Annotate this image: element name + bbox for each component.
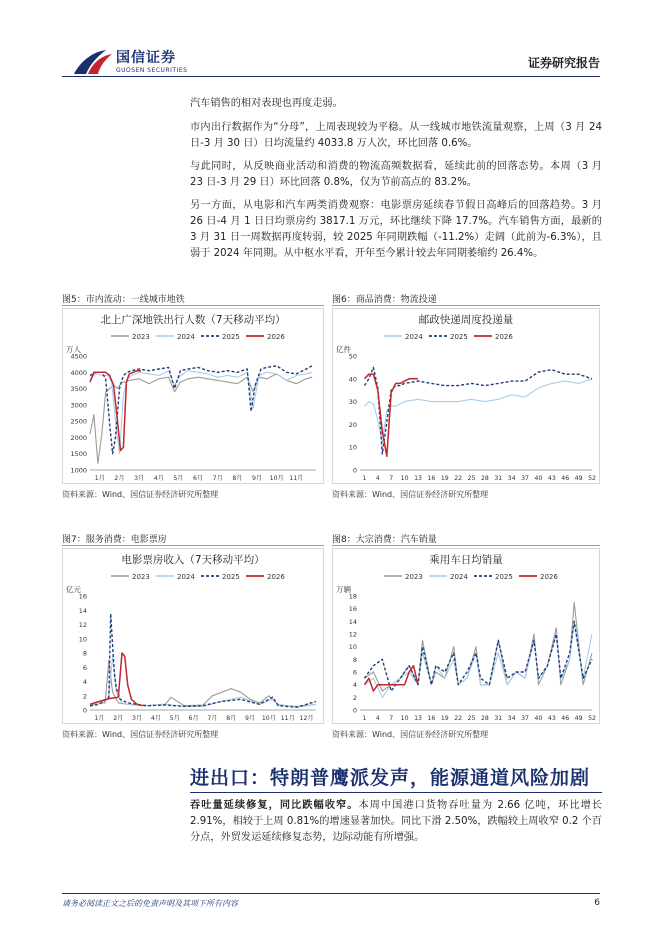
x-tick-label: 10 [400, 475, 409, 482]
section-body: 本周中国港口货物吞吐量为 2.66 亿吨，环比增长 2.91%，相较于上周 0.81%的增速显著加快。同比下滑 2.50%，跌幅较上周收窄 0.2 个百分点，外贸发运延续修复态势，边际动能有所增强。 [190, 800, 602, 843]
section-title: 进出口：特朗普鹰派发声，能源通道风险加剧 [190, 767, 591, 789]
box-office-chart [62, 548, 324, 724]
y-tick-label: 20 [348, 420, 357, 429]
y-tick-label: 14 [348, 617, 357, 626]
series-line-2023 [90, 374, 312, 464]
y-unit-label: 万人 [66, 345, 81, 354]
y-tick-label: 1000 [70, 466, 87, 475]
x-tick-label: 6月 [193, 475, 204, 482]
x-tick-label: 8月 [226, 715, 237, 722]
x-tick-label: 1 [362, 475, 367, 482]
y-tick-label: 50 [348, 352, 357, 361]
auto-sales-chart [332, 548, 600, 724]
x-tick-label: 37 [521, 475, 530, 482]
legend-label-2025: 2025 [450, 333, 468, 341]
figure-8-title: 图8：大宗消费：汽车销量 [332, 535, 437, 545]
x-tick-label: 16 [427, 715, 436, 722]
y-unit-label: 万辆 [336, 585, 351, 594]
x-tick-label: 10月 [269, 475, 284, 482]
legend-label-2026: 2026 [267, 333, 285, 341]
x-tick-label: 9月 [245, 715, 256, 722]
x-tick-label: 22 [454, 715, 463, 722]
y-tick-label: 3000 [70, 401, 87, 410]
y-tick-label: 6 [82, 663, 87, 672]
x-tick-label: 4月 [150, 715, 161, 722]
chart-title: 乘用车日均销量 [429, 554, 503, 566]
y-tick-label: 2 [352, 693, 357, 702]
x-tick-label: 31 [494, 475, 503, 482]
paragraph-3: 与此同时，从反映商业活动和消费的物流高频数据看，延续此前的回落态势。本周（3 月 23 日-3 月 29 日）环比回落 0.8%，仅为节前高点的 83.2%。 [190, 161, 602, 188]
legend-label-2024: 2024 [177, 333, 195, 341]
x-tick-label: 13 [414, 475, 422, 482]
figure-7-rule [62, 545, 324, 546]
y-tick-label: 4 [82, 678, 87, 686]
y-tick-label: 2000 [70, 433, 87, 442]
y-tick-label: 8 [82, 649, 87, 658]
x-tick-label: 5月 [173, 475, 184, 482]
x-tick-label: 34 [507, 715, 516, 722]
y-tick-label: 40 [348, 375, 357, 384]
x-tick-label: 7 [389, 475, 394, 482]
y-tick-label: 4000 [70, 368, 87, 377]
y-tick-label: 0 [82, 706, 87, 715]
x-tick-label: 12月 [299, 715, 314, 722]
y-tick-label: 10 [348, 443, 357, 452]
logo-text-en: GUOSEN SECURITIES [116, 67, 188, 74]
series-line-2026 [365, 374, 419, 456]
series-line-2024 [90, 657, 316, 708]
x-tick-label: 34 [507, 475, 516, 482]
x-tick-label: 31 [494, 715, 503, 722]
section-paragraph [190, 798, 602, 846]
x-tick-label: 1月 [94, 475, 105, 482]
x-tick-label: 4 [375, 475, 380, 482]
figure-6-rule [332, 305, 600, 306]
legend-label-2026: 2026 [540, 573, 558, 581]
figure-8-source: 资料来源：Wind、国信证券经济研究所整理 [332, 730, 489, 739]
paragraph-2: 市内出行数据作为“分母”，上周表现较为平稳。从一线城市地铁流量观察，上周（3 月 24 日-3 月 30 日）日均流量约 4033.8 万人次，环比回落 0.6%。 [190, 122, 602, 149]
x-tick-label: 40 [534, 475, 543, 482]
page-number: 6 [594, 898, 600, 908]
section-divider [190, 792, 602, 793]
x-tick-label: 1 [362, 715, 367, 722]
x-tick-label: 4 [375, 715, 380, 722]
y-tick-label: 4 [352, 681, 357, 690]
y-tick-label: 0 [352, 706, 357, 715]
x-tick-label: 8月 [232, 475, 243, 482]
y-tick-label: 1500 [70, 450, 87, 459]
y-tick-label: 6 [352, 668, 357, 677]
x-tick-label: 3月 [134, 475, 145, 482]
figure-8-rule [332, 545, 600, 546]
x-tick-label: 22 [454, 475, 463, 482]
y-tick-label: 12 [78, 621, 87, 629]
figure-6-title: 图6：商品消费：物流投递 [332, 295, 437, 305]
x-tick-label: 2月 [113, 715, 124, 722]
y-tick-label: 30 [348, 398, 357, 407]
x-tick-label: 11月 [289, 475, 304, 482]
x-tick-label: 7月 [207, 715, 218, 722]
y-tick-label: 4500 [70, 352, 87, 361]
figure-5-title: 图5：市内流动：一线城市地铁 [62, 295, 185, 305]
figure-5-source: 资料来源：Wind、国信证券经济研究所整理 [62, 490, 219, 499]
series-line-2025 [365, 367, 593, 454]
series-line-2025 [90, 614, 316, 707]
x-tick-label: 10月 [261, 715, 276, 722]
y-unit-label: 亿元 [66, 585, 81, 594]
series-line-2024 [365, 621, 593, 697]
y-tick-label: 16 [78, 592, 87, 601]
x-tick-label: 40 [534, 715, 543, 722]
legend-label-2023: 2023 [132, 333, 150, 341]
y-tick-label: 0 [352, 466, 357, 475]
chart-title: 邮政快递周度投递量 [418, 314, 514, 326]
x-tick-label: 25 [467, 715, 476, 722]
x-tick-label: 43 [547, 475, 556, 482]
y-unit-label: 亿件 [336, 345, 351, 354]
paragraph-4: 另一方面，从电影和汽车两类消费观察：电影票房延续春节假日高峰后的回落趋势。3 月 26 日-4 月 1 日日均票房约 3817.1 万元，环比继续下降 17.7%。汽车销售方面，最新的 3 月 31 日一周数据再度转弱，较 2025 年同期跌幅（-11.2%）走阔（此前为-6.3%），且弱于 2024 年同期。从中枢水平看，开年至今累计较去年同期萎缩约 26.4%。 [190, 200, 602, 259]
page-header [0, 0, 662, 80]
x-tick-label: 6月 [188, 715, 199, 722]
x-tick-label: 2月 [114, 475, 125, 482]
x-tick-label: 10 [400, 715, 409, 722]
x-tick-label: 46 [561, 715, 570, 722]
legend-label-2026: 2026 [267, 573, 285, 581]
metro-chart [62, 308, 324, 484]
x-tick-label: 5月 [169, 715, 180, 722]
x-tick-label: 37 [521, 715, 530, 722]
y-tick-label: 10 [348, 643, 357, 652]
logistics-chart [332, 308, 600, 484]
x-tick-label: 25 [467, 475, 476, 482]
figure-6-source: 资料来源：Wind、国信证券经济研究所整理 [332, 490, 489, 499]
legend-label-2025: 2025 [222, 573, 240, 581]
x-tick-label: 3月 [132, 715, 143, 722]
x-tick-label: 49 [574, 475, 583, 482]
footer-divider [62, 893, 600, 894]
legend-label-2024: 2024 [450, 573, 468, 581]
series-line-2024 [365, 379, 593, 443]
disclaimer-note: 请务必阅读正文之后的免责声明及其项下所有内容 [62, 899, 238, 908]
legend-label-2023: 2023 [132, 573, 150, 581]
y-tick-label: 8 [352, 655, 357, 664]
figure-5-rule [62, 305, 324, 306]
y-tick-label: 10 [78, 635, 87, 644]
legend-label-2023: 2023 [405, 573, 423, 581]
x-tick-label: 11月 [280, 715, 295, 722]
x-tick-label: 28 [480, 715, 489, 722]
y-tick-label: 18 [348, 592, 357, 601]
x-tick-label: 13 [414, 715, 422, 722]
figure-7-title: 图7：服务消费：电影票房 [62, 535, 167, 545]
series-line-2026 [90, 653, 143, 706]
figure-7-source: 资料来源：Wind、国信证券经济研究所整理 [62, 730, 219, 739]
legend-label-2025: 2025 [495, 573, 513, 581]
x-tick-label: 16 [427, 475, 436, 482]
chart-title: 电影票房收入（7天移动平均） [121, 554, 265, 566]
y-tick-label: 14 [78, 606, 87, 615]
chart-title: 北上广深地铁出行人数（7天移动平均） [100, 314, 286, 326]
x-tick-label: 46 [561, 475, 570, 482]
x-tick-label: 52 [588, 475, 596, 482]
y-tick-label: 3500 [70, 385, 87, 394]
legend-label-2024: 2024 [405, 333, 423, 341]
legend-label-2025: 2025 [222, 333, 240, 341]
header-divider [62, 76, 600, 77]
report-type-label: 证券研究报告 [527, 56, 600, 70]
paragraph-1: 汽车销售的相对表现也再度走弱。 [190, 98, 343, 109]
logo-text-cn: 国信证券 [116, 50, 176, 66]
legend-label-2026: 2026 [495, 333, 513, 341]
x-tick-label: 4月 [153, 475, 164, 482]
legend-label-2024: 2024 [177, 573, 195, 581]
y-tick-label: 16 [348, 605, 357, 614]
x-tick-label: 7月 [212, 475, 223, 482]
x-tick-label: 43 [547, 715, 556, 722]
section-lead: 吞吐量延续修复，同比跌幅收窄。 [190, 800, 359, 811]
x-tick-label: 49 [574, 715, 583, 722]
x-tick-label: 19 [440, 475, 449, 482]
y-tick-label: 2 [82, 692, 87, 701]
y-tick-label: 2500 [70, 417, 87, 426]
x-tick-label: 9月 [251, 475, 263, 482]
series-line-2025 [365, 621, 593, 691]
x-tick-label: 1月 [94, 715, 105, 722]
x-tick-label: 28 [480, 475, 489, 482]
x-tick-label: 19 [440, 715, 449, 722]
guosen-logo-icon [72, 44, 114, 78]
x-tick-label: 7 [389, 715, 394, 722]
x-tick-label: 52 [588, 715, 596, 722]
series-line-2023 [90, 660, 316, 706]
y-tick-label: 12 [348, 630, 357, 639]
